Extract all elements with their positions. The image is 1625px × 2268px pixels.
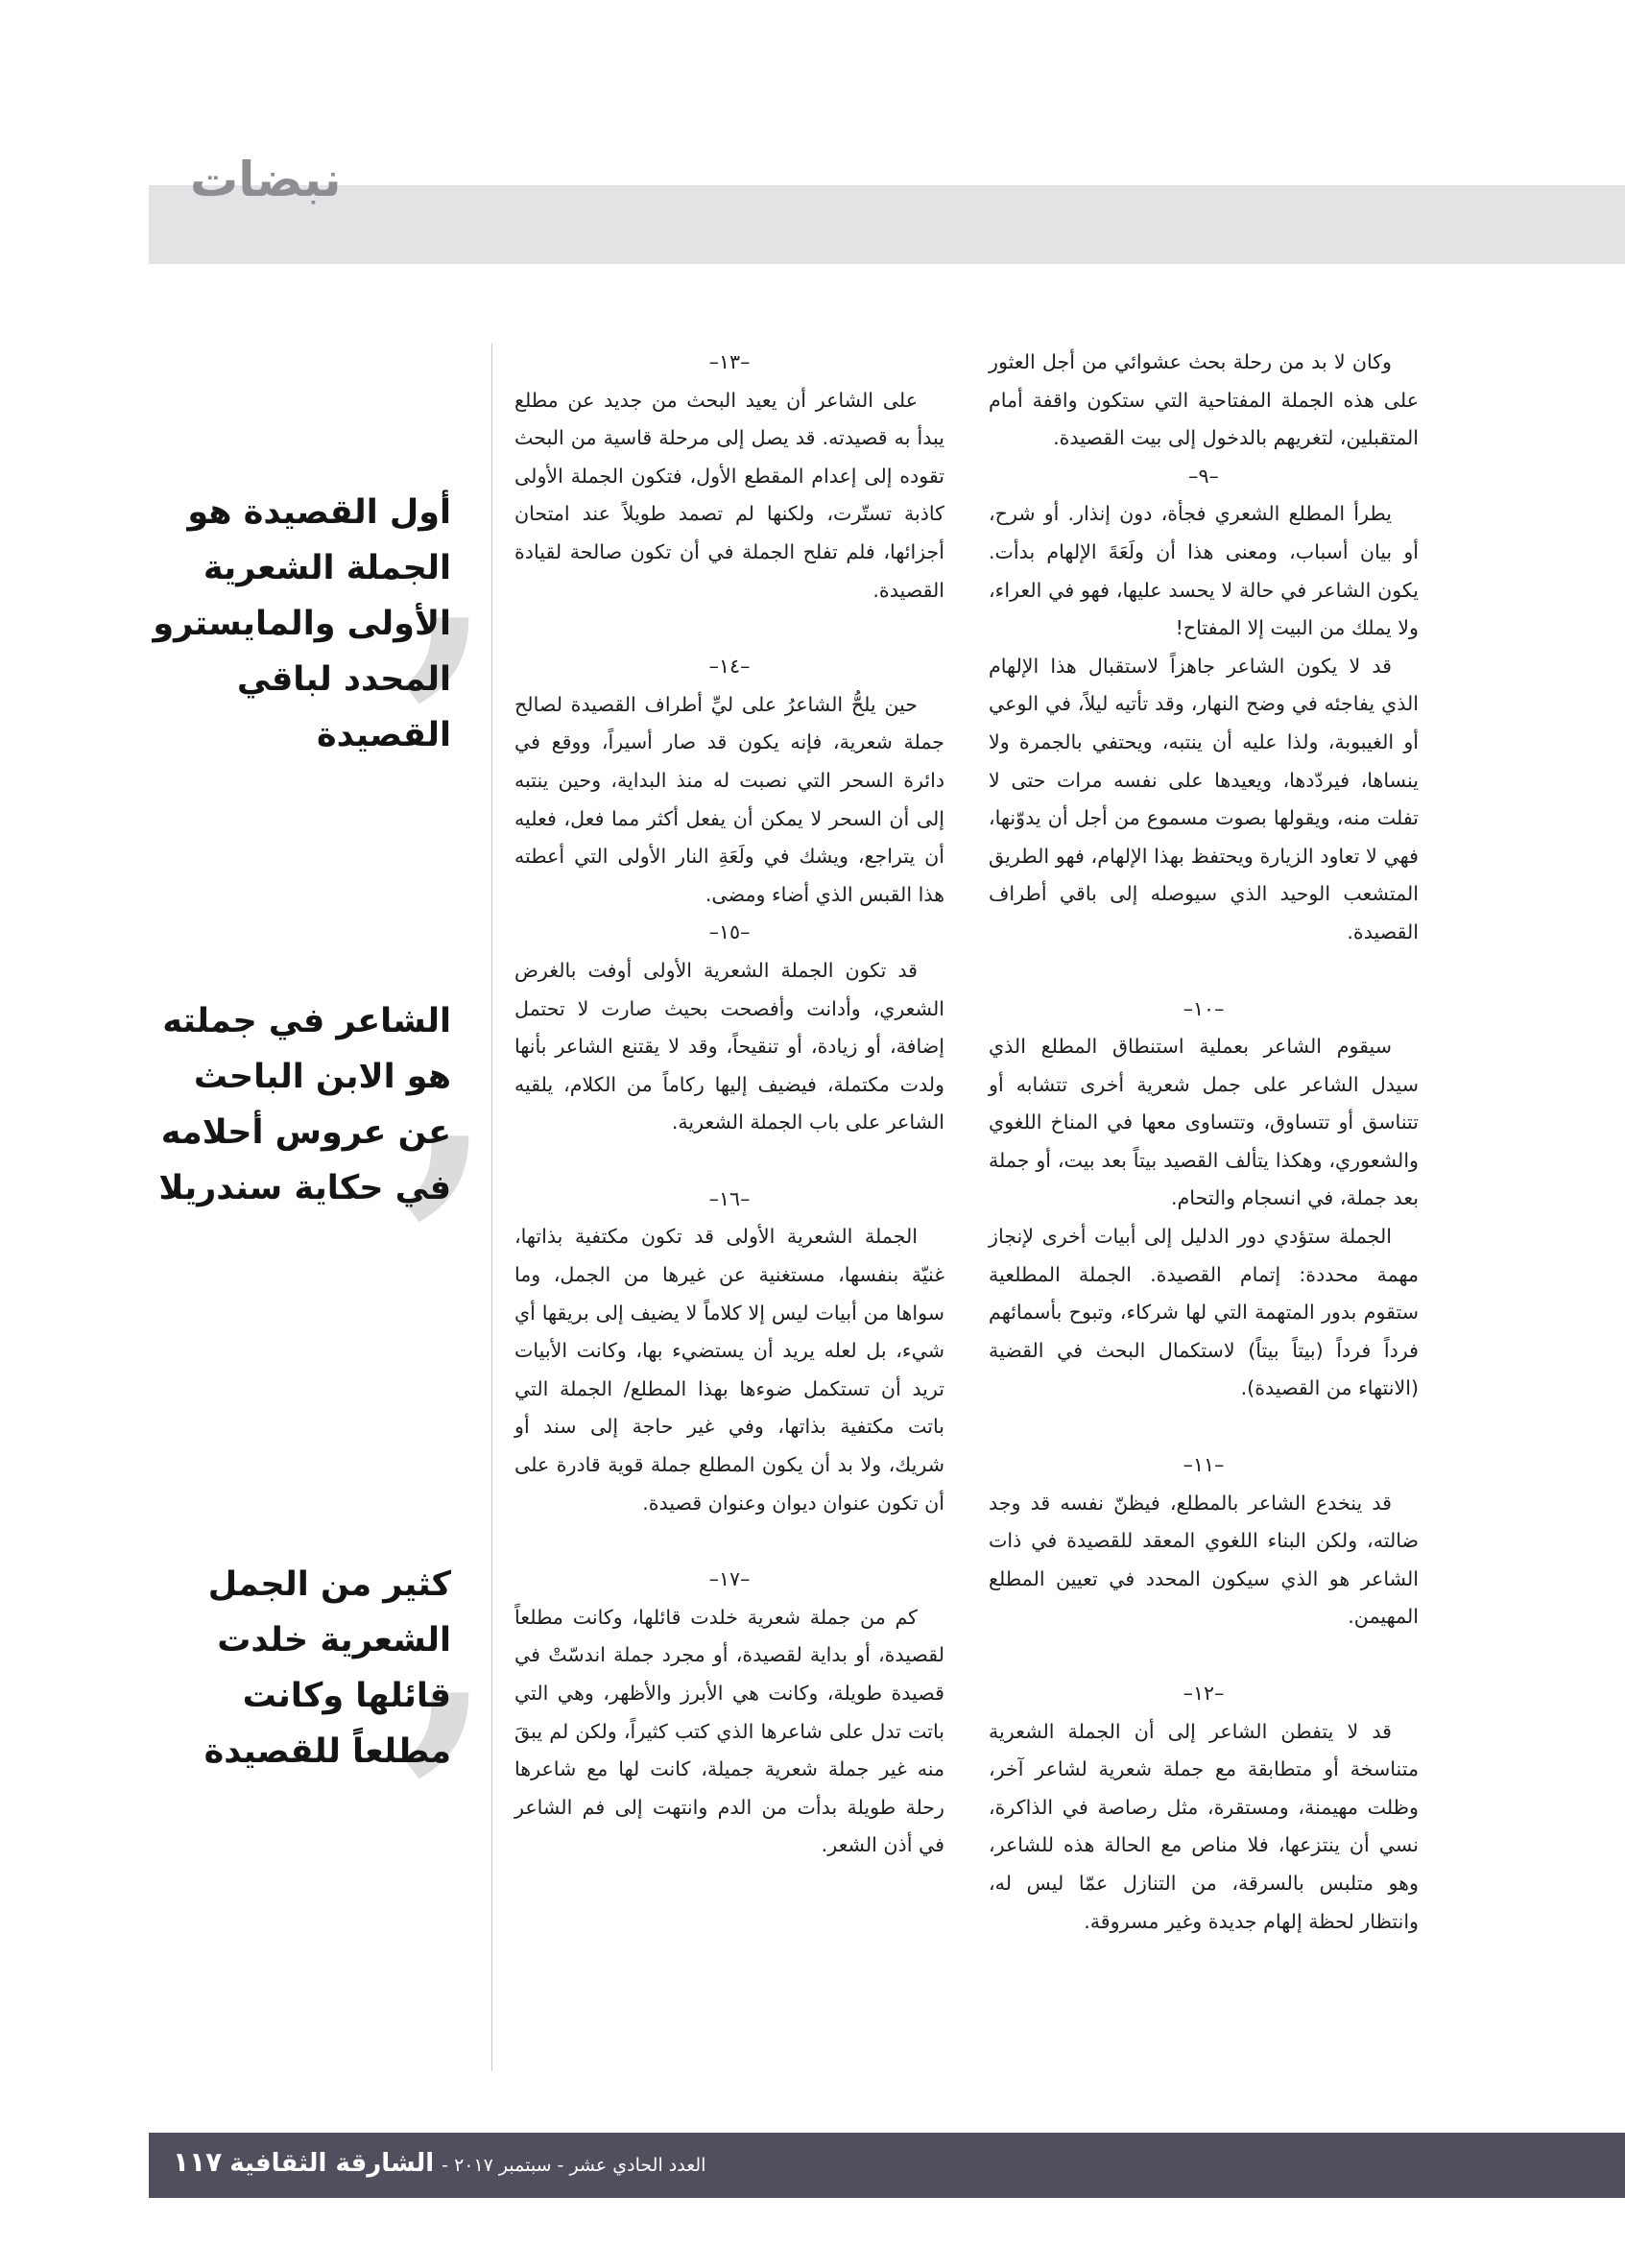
paragraph: حين يلحُّ الشاعرُ على ليِّ أطراف القصيدة لصالح جملة شعرية، فإنه يكون قد صار أسيراً، ووقع في دائرة السحر التي نصبت له منذ البداية، وحين ينتبه إلى أن السحر لا يمكن أن يفعل أكثر مما فعل، فعليه أن يتراجع، ويشك في ولَعَةِ النار الأولى التي أعطته هذا القبس الذي أضاء ومضى. [514, 692, 944, 906]
paragraph: كم من جملة شعرية خلدت قائلها، وكانت مطلعاً لقصيدة، أو بداية لقصيدة، أو مجرد جملة اندسّتْ في قصيدة طويلة، وكانت هي الأبرز والأظهر، وهي التي باتت تدل على شاعرها الذي كتب كثيراً، ولكن لم يبقَ منه غير جملة شعرية جميلة، كانت لها مع شاعرها رحلة طويلة بدأت من الدم وانتهت إلى فم الشاعر في أذن الشعر. [514, 1605, 944, 1857]
column-spacer [514, 1142, 944, 1181]
paragraph: يطرأ المطلع الشعري فجأة، دون إنذار. أو شرح، أو بيان أسباب، ومعنى هذا أن ولَعَةَ الإلهام بدأت. يكون الشاعر في حالة لا يحسد عليها، فهو في العراء، ولا يملك من البيت إلا المفتاح! [989, 502, 1419, 640]
column-spacer [989, 1636, 1419, 1675]
section-number: –١٦– [708, 1186, 751, 1210]
footer-issue: العدد الحادي عشر - سبتمبر ٢٠١٧ - [442, 2155, 706, 2176]
paragraph: وكان لا بد من رحلة بحث عشوائي من أجل العثور على هذه الجملة المفتاحية التي ستكون واقفة أمام المتقبلين، لتغريهم بالدخول إلى بيت القصيدة. [989, 350, 1419, 450]
section-number: –٩– [1188, 464, 1219, 488]
section-number: –١٥– [708, 920, 751, 944]
article-column-right [989, 344, 1419, 1941]
footer-brand: الشارقة الثقافية [229, 2149, 435, 2178]
paragraph: على الشاعر أن يعيد البحث من جديد عن مطلع يبدأ به قصيدته. قد يصل إلى مرحلة قاسية من البحث تقوده إلى إعدام المقطع الأول، فتكون الجملة الأولى كاذبة تستّرت، ولكنها لم تصمد طويلاً عند امتحان أجزائها، فلم تفلح الجملة في أن تكون صالحة لقيادة القصيدة. [514, 388, 944, 602]
quote-mark-icon: , [401, 926, 495, 1242]
footer [173, 2146, 705, 2178]
article-column-middle [514, 344, 944, 1865]
paragraph: الجملة ستؤدي دور الدليل إلى أبيات أخرى لإنجاز مهمة محددة: إتمام القصيدة. الجملة المطلعية ستقوم بدور المتهمة التي لها شركاء، وتبوح بأسمائهم فرداً فرداً (بيتاً بيتاً) لاستكمال البحث في القضية (الانتهاء من القصيدة). [989, 1225, 1419, 1400]
pull-quote-3: كثير من الجمل الشعرية خلدت قائلها وكانت مطلعاً للقصيدة [203, 1565, 451, 1771]
column-spacer [989, 952, 1419, 991]
paragraph: سيقوم الشاعر بعملية استنطاق المطلع الذي سيدل الشاعر على جمل شعرية أخرى تتشابه أو تتناسق أو تتساوق، وتتساوى معها في المناخ اللغوي والشعوري، وهكذا يتألف القصيد بيتاً بعد بيت، أو جملة بعد جملة، في انسجام والتحام. [989, 1035, 1419, 1210]
paragraph: قد ينخدع الشاعر بالمطلع، فيظنّ نفسه قد وجد ضالته، ولكن البناء اللغوي المعقد للقصيدة في ذات الشاعر هو الذي سيكون المحدد في تعيين المطلع المهيمن. [989, 1491, 1419, 1629]
column-spacer [514, 609, 944, 648]
section-number: –١٠– [1183, 996, 1225, 1020]
quote-mark-icon: , [401, 1483, 495, 1799]
quote-mark-icon: , [401, 408, 495, 724]
header-band [149, 185, 1625, 264]
paragraph: الجملة الشعرية الأولى قد تكون مكتفية بذاتها، غنيّة بنفسها، مستغنية عن غيرها من الجمل، وما سواها من أبيات ليس إلا كلاماً لا يضيف إلى بريقها أي شيء، بل لعله يريد أن يستضيء بها، وكانت الأبيات تريد أن تستكمل ضوءها بهذا المطلع/ الجملة التي باتت مكتفية بذاتها، وفي غير حاجة إلى سند أو شريك، ولا بد أن يكون المطلع جملة قوية قادرة على أن تكون عنوان ديوان وعنوان قصيدة. [514, 1225, 944, 1515]
column-spacer [989, 1408, 1419, 1446]
section-number: –١٧– [708, 1567, 751, 1591]
paragraph: قد لا يكون الشاعر جاهزاً لاستقبال هذا الإلهام الذي يفاجئه في وضح النهار، وقد تأتيه ليلاً، في الوعي أو الغيبوبة، ولذا عليه أن ينتبه، ويحتفي بالجمرة ولا ينساها، فيردّدها، ويعيدها على نفسه مرات حتى لا تفلت منه، ويقولها بصوت مسموع من أجل أن يدوّنها، فهي لا تعاود الزيارة ويحتفظ بهذا الإلهام، فهو الطريق المتشعب الوحيد الذي سيوصله إلى باقي أطراف القصيدة. [989, 654, 1419, 943]
pull-quote-2: الشاعر في جملته هو الابن الباحث عن عروس أحلامه في حكاية سندريلا [158, 1002, 451, 1207]
pull-quote-1: أول القصيدة هو الجملة الشعرية الأولى والمايسترو المحدد لباقي القصيدة [153, 493, 451, 754]
section-title: نبضات [190, 152, 342, 207]
page-number: ١١٧ [173, 2146, 223, 2178]
paragraph: قد لا يتفطن الشاعر إلى أن الجملة الشعرية متناسخة أو متطابقة مع جملة شعرية لشاعر آخر، وظلت مهيمنة، ومستقرة، مثل رصاصة في الذاكرة، نسي أن ينتزعها، فلا مناص مع الحالة هذه للشاعر، وهو متلبس بالسرقة، من التنازل عمّا ليس له، وانتظار لحظة إلهام جديدة وغير مسروقة. [989, 1719, 1419, 1933]
column-spacer [514, 1522, 944, 1561]
section-number: –١٣– [708, 350, 751, 373]
section-number: –١١– [1183, 1453, 1225, 1477]
paragraph: قد تكون الجملة الشعرية الأولى أوفت بالغرض الشعري، وأدانت وأفصحت بحيث صارت لا تحتمل إضافة، أو زيادة، أو تنقيحاً، وقد لا يقتنع الشاعر بأنها ولدت مكتملة، فيضيف إليها ركاماً من الكلام، يلقيه الشاعر على باب الجملة الشعرية. [514, 958, 944, 1134]
section-number: –١٤– [708, 655, 751, 679]
section-number: –١٢– [1183, 1682, 1225, 1705]
